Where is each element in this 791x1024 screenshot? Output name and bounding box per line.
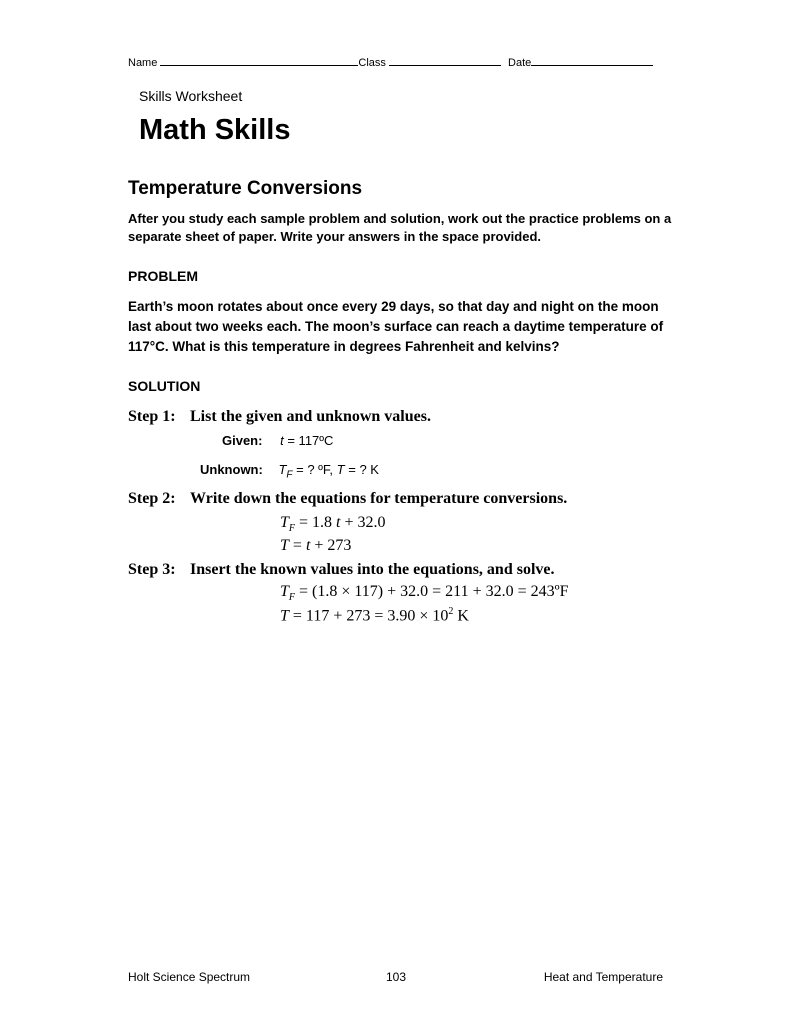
solution-kelvin: $T = 117 + 273 = 3.90 \times 10^2$ K: [280, 606, 469, 625]
given-label: Given:: [222, 433, 263, 448]
worksheet-type: Skills Worksheet: [139, 88, 243, 104]
step-2: [128, 490, 567, 508]
instructions: After you study each sample problem and solution, work out the practice problems on a separate sheet of paper. Write your answers in the space provided.: [128, 211, 672, 244]
section-title: Temperature Conversions: [128, 178, 363, 199]
step-1-number: Step 1:: [128, 408, 176, 425]
unknown-label: Unknown:: [200, 462, 263, 477]
date-label: Date: [508, 57, 532, 69]
solution-fahrenheit: $T_F = (1.8 \times 117) + 32.0 = 211 + 32.0$ = 243ºF: [280, 583, 569, 604]
step-2-number: Step 2:: [128, 490, 176, 507]
step-1-text: List the given and unknown values.: [190, 408, 431, 425]
equation-fahrenheit: $T_F = 1.8$ t + 32.0: [280, 514, 386, 535]
footer-chapter: Heat and Temperature: [543, 970, 663, 984]
class-label: Class: [358, 57, 386, 69]
class-blank: [389, 54, 501, 66]
step-3-text: Insert the known values into the equations, and solve.: [190, 561, 555, 578]
name-blank: [160, 54, 358, 66]
step-3-number: Step 3:: [128, 561, 176, 578]
equation-kelvin: T = t + 273: [280, 537, 352, 554]
name-label: Name: [128, 57, 158, 69]
footer-page-number: 103: [386, 970, 407, 984]
step-3: [128, 561, 555, 579]
unknown-tf-symbol: T: [278, 462, 287, 477]
given-line: [222, 433, 333, 448]
solution-heading: SOLUTION: [128, 378, 201, 394]
given-symbol: t: [280, 433, 284, 448]
problem-text: Earth’s moon rotates about once every 29 days, so that day and night on the moon last about two weeks each. The moon’s surface can reach a daytime temperature of 117°C. What is this temperature in degrees Fahrenheit and kelvins?: [128, 299, 664, 354]
unknown-line: Unknown: $T_F$ = ? ºF, T = ? K: [200, 462, 379, 481]
page-title: Math Skills: [139, 114, 291, 146]
step-1: [128, 408, 431, 426]
step-2-text: Write down the equations for temperature conversions.: [190, 490, 568, 507]
problem-heading: PROBLEM: [128, 268, 198, 284]
footer-publisher: Holt Science Spectrum: [128, 970, 251, 984]
date-blank: [531, 54, 653, 66]
header-fields: [128, 54, 653, 69]
given-value: = 117ºC: [287, 433, 334, 448]
